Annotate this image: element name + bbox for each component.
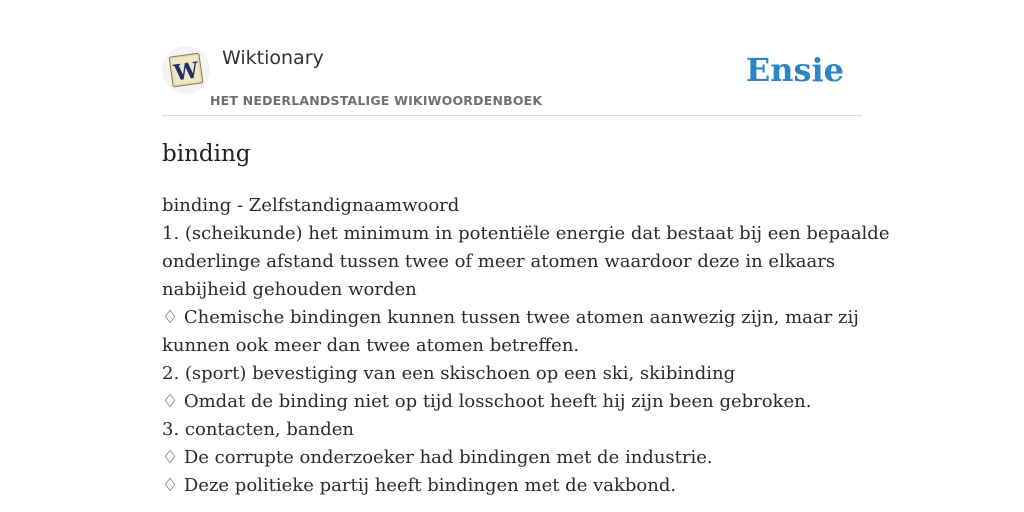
definition-line: 1. (scheikunde) het minimum in potentiële energie dat bestaat bij een bepaalde xyxy=(162,223,890,244)
definition-line: nabijheid gehouden worden xyxy=(162,279,417,300)
definition-line: 2. (sport) bevestiging van een skischoen op een ski, skibinding xyxy=(162,363,736,384)
example-line: ♢ Deze politieke partij heeft bindingen met de vakbond. xyxy=(162,475,677,496)
site-name[interactable]: Wiktionary xyxy=(222,47,324,69)
ensie-brand-logo[interactable]: Ensie xyxy=(745,51,844,89)
logo-letter: W xyxy=(172,57,201,87)
page xyxy=(162,0,890,512)
wiktionary-logo-icon[interactable] xyxy=(162,46,210,94)
page-title: binding xyxy=(162,141,251,167)
example-line: ♢ De corrupte onderzoeker had bindingen met de industrie. xyxy=(162,447,713,468)
definition-line: onderlinge afstand tussen twee of meer atomen waardoor deze in elkaars xyxy=(162,251,836,272)
site-header xyxy=(162,0,862,116)
example-line: ♢ Chemische bindingen kunnen tussen twee atomen aanwezig zijn, maar zij xyxy=(162,307,859,328)
word-class-line: binding - Zelfstandignaamwoord xyxy=(162,195,460,216)
example-line: ♢ Omdat de binding niet op tijd losschoot heeft hij zijn been gebroken. xyxy=(162,391,812,412)
definition-line: 3. contacten, banden xyxy=(162,419,354,440)
logo-tile-graphic xyxy=(162,46,210,94)
definition-body xyxy=(162,192,890,500)
example-line: kunnen ook meer dan twee atomen betreffen. xyxy=(162,335,580,356)
site-subtitle: HET NEDERLANDSTALIGE WIKIWOORDENBOEK xyxy=(210,93,543,108)
